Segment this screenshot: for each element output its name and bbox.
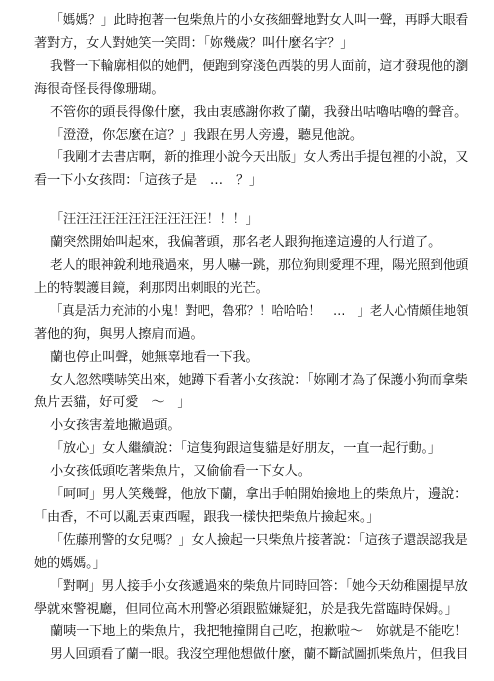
text-line: 「由香，不可以亂丟東西喔，跟我一樣快把柴魚片撿起來。」 xyxy=(34,509,380,525)
text-line: 小女孩低頭吃著柴魚片，又偷偷看一下女人。 xyxy=(50,464,311,480)
text-line: 老人的眼神銳利地飛過來，男人嚇一跳，那位狗則愛理不理，陽光照到他頭 xyxy=(50,258,469,273)
text-line: 蘭突然開始叫起來，我偏著頭，那名老人跟狗拖達這邊的人行道了。 xyxy=(50,235,442,251)
text-line: 她的媽媽。」 xyxy=(34,555,106,571)
text-line: 看一下小女孩問：「這孩子是 … ？」 xyxy=(34,173,263,189)
text-line: 「呵呵」男人笑幾聲，他放下蘭，拿出手帕開始撿地上的柴魚片，邊說： xyxy=(50,487,468,502)
text-line: 不管你的頭長得像什麼，我由衷感謝你救了蘭，我發出咕嚕咕嚕的聲音。 xyxy=(50,104,468,120)
text-line: 蘭也停止叫聲，她無辜地看一下我。 xyxy=(50,349,259,365)
text-line: 小女孩害羞地撇過頭。 xyxy=(50,418,181,434)
text-line: 女人忽然噗哧笑出來，她蹲下看著小女孩說：「妳剛才為了保護小狗而拿柴 xyxy=(50,372,468,388)
text-line: 上的特製護目鏡，剎那閃出刺眼的光芒。 xyxy=(34,280,269,296)
text-line: 學就來警視廳，但同位高木刑警必須跟監嫌疑犯，於是我先當臨時保姆。」 xyxy=(34,601,458,617)
text-line: 「媽媽？」此時抱著一包柴魚片的小女孩細聲地對女人叫一聲，再睜大眼看 xyxy=(50,13,469,28)
text-line: 「我剛才去書店啊，新的推理小說今天出版」女人秀出手提包裡的小說，又 xyxy=(50,150,469,166)
text-line: 著他的狗，與男人擦肩而過。 xyxy=(34,326,204,342)
text-line: 「佐藤刑警的女兒嗎？」女人撿起一只柴魚片接著說：「這孩子還誤認我是 xyxy=(50,532,468,548)
text-line: 魚片丟貓，好可愛 ～ 」 xyxy=(34,395,191,411)
text-line: 「汪汪汪汪汪汪汪汪汪汪汪！！！」 xyxy=(50,212,259,228)
text-line: 「放心」女人繼續說：「這隻狗跟這隻貓是好朋友，一直一起行動。」 xyxy=(50,441,441,457)
text-line: 「真是活力充沛的小鬼！對吧，魯邪？！哈哈哈！ … 」老人心情頗佳地領 xyxy=(50,303,469,319)
text-line: 「澄澄，你怎麼在這？」我跟在男人旁邊，聽見他說。 xyxy=(50,127,363,143)
text-line: 海很奇怪長得像珊瑚。 xyxy=(34,81,165,97)
text-line: 「對啊」男人接手小女孩遞過來的柴魚片同時回答：「她今天幼稚園提早放 xyxy=(50,578,468,594)
text-line: 我瞥一下輪廓相似的她們，便跑到穿淺色西裝的男人面前，這才發現他的瀏 xyxy=(50,58,469,74)
text-line: 蘭咦一下地上的柴魚片，我把牠撞開自己吃，抱歉啦～ 妳就是不能吃！ xyxy=(50,624,468,640)
text-line: 男人回頭看了蘭一眼。我沒空理他想做什麼，蘭不斷試圖抓柴魚片，但我目 xyxy=(50,647,469,663)
text-line: 著對方，女人對她笑一笑問：「妳幾歲？叫什麼名字？」 xyxy=(34,35,354,51)
